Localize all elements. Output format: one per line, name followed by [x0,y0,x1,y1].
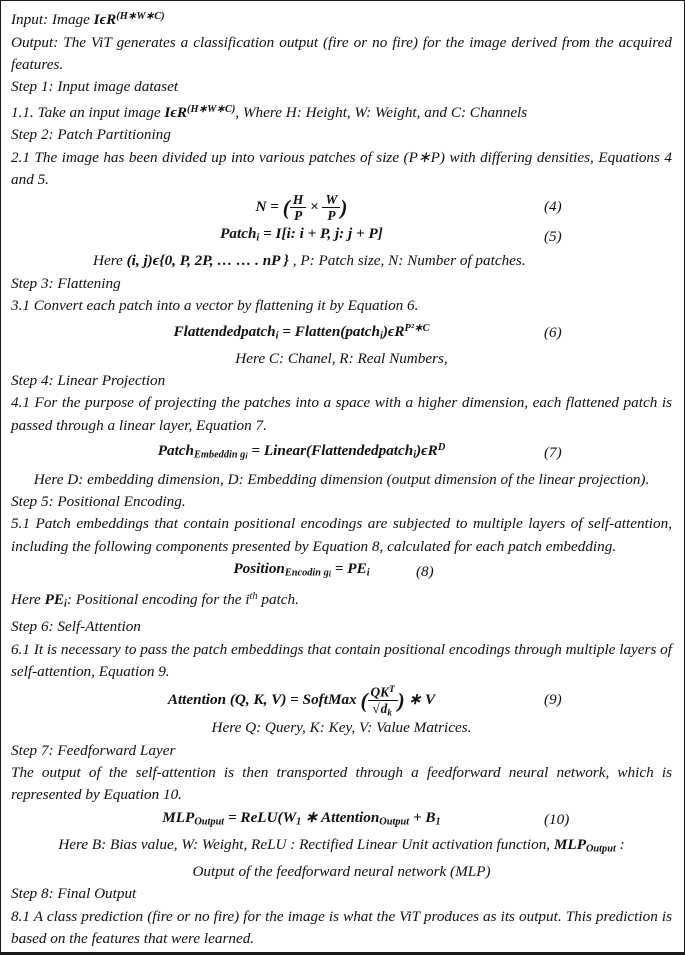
input-line [11,6,672,32]
equation-10-number: (10) [544,811,570,829]
equation-7 [11,437,672,468]
radical-sign: √ [372,700,380,716]
output-line: Output: The ViT generates a classification output (fire or no fire) for the image derived from the acquired features. [11,33,672,73]
step1-math: IϵR$^{(H∗W∗C)}$ [164,103,236,121]
equation-5-content: Patchi = I[i: i + P, j: j + P] [220,225,383,244]
equation-10-content: MLPOutput = ReLU(W1 ∗ AttentionOutput + B1 [162,808,441,828]
note-eq7: Here D: embedding dimension, D: Embedding dimension (output dimension of the linear projection). [33,470,650,488]
fraction-h-over-p: $\frac{H}{P}$ [290,192,306,224]
fraction-qkt-over-sqrt-dk: $\frac{QK^T}{√dk}$ [368,684,398,718]
note-eq8-math: PEi [44,591,67,610]
equation-8 [11,558,672,586]
step8-body: 8.1 A class prediction (fire or no fire) for the image is what the ViT produces as its output. This prediction is based on the features that were learned. [11,907,672,948]
equation-6 [11,318,672,348]
input-math: IϵR$^{(H∗W∗C)}$ [93,11,165,29]
note-eq9: Here Q: Query, K: Key, V: Value Matrices. [211,719,472,737]
equation-9 [11,684,672,718]
step6-heading: Step 6: Self-Attention [11,618,141,636]
equation-4-content: N = ( $\frac{H}{P}$ × $\frac{W}{P}$ ) [255,191,348,223]
equation-9-content: Attention (Q, K, V) = SoftMax ( $\frac{QK^T}{√dk}$ ) ∗ V [167,683,436,717]
equation-4-number: (4) [544,198,562,216]
step5-heading: Step 5: Positional Encoding. [11,492,186,510]
equation-7-content: PatchEmbeddin $g_i$ = $Linear(Flattendedpatchi)\epsilon R^D$ [157,442,446,462]
step4-body: 4.1 For the purpose of projecting the patches into a space with a higher dimension, each flattened patch is passed through a linear layer, Equation 7. [11,394,672,434]
step1-heading: Step 1: Input image dataset [11,78,179,96]
open-paren: ( [282,195,290,220]
close-paren: ) [397,688,405,713]
step1-body: 1.1. Take an input image IϵR$^{(H∗W∗C)}$, Where H: Height, W: Weight, and C: Channels [11,103,528,121]
equation-8-content: PositionEncodin $g_i$ = PEi [233,560,370,579]
equation-4 [11,192,672,224]
note-eq10-line2: Output of the feedforward neural network (MLP) [192,862,491,880]
step6-body: 6.1 It is necessary to pass the patch embeddings that contain positional encodings through multiple layers of self-attention, Equation 9. [11,640,672,681]
note-eq8: Here PEi: Positional encoding for the $i^{th}$ patch. [11,591,299,610]
input-label: Input: Image [11,11,94,29]
equation-6-number: (6) [544,323,562,341]
equation-7-number: (7) [544,443,562,461]
equation-5 [11,223,672,250]
step5-body: 5.1 Patch embeddings that contain positional encodings are subjected to multiple layers of self-attention, including the following components presented by Equation 8, calculated for each patch embedding. [11,515,672,555]
step2-heading: Step 2: Patch Partitioning [11,126,171,144]
note-eq5-math: (i, j)ϵ{0, P, 2P, … … . nP } [126,252,293,270]
note-eq10-line1: Here B: Bias value, W: Weight, ReLU : Rectified Linear Unit activation function, MLPOutput : [58,835,625,855]
equation-10 [11,807,672,834]
step7-body: The output of the self-attention is then transported through a feedforward neural network, which is represented by Equation 10. [11,764,672,804]
equation-6-content: Flattendedpatchi = $Flatten(patchi)\epsilon R^{P^2∗C}$ [173,322,430,342]
step8-heading: Step 8: Final Output [11,885,137,903]
open-paren: ( [360,688,368,713]
equation-8-number: (8) [416,563,434,580]
step2-body: 2.1 The image has been divided up into various patches of size (P∗P) with differing densities, Equations 4 and 5. [11,148,672,189]
equation-9-number: (9) [544,691,562,709]
close-paren: ) [340,195,348,220]
step3-body: 3.1 Convert each patch into a vector by flattening it by Equation 6. [11,297,419,315]
equation-5-number: (5) [544,227,562,245]
step4-heading: Step 4: Linear Projection [11,372,166,390]
note-eq6: Here C: Chanel, R: Real Numbers, [235,349,448,367]
step7-heading: Step 7: Feedforward Layer [11,741,176,759]
fraction-w-over-p: $\frac{W}{P}$ [322,192,340,224]
note-eq5: Here (i, j)ϵ{0, P, 2P, … … . nP } , P: Patch size, N: Number of patches. [93,252,526,270]
note-eq10-math: MLPOutput [553,835,616,855]
step3-heading: Step 3: Flattening [11,274,121,292]
